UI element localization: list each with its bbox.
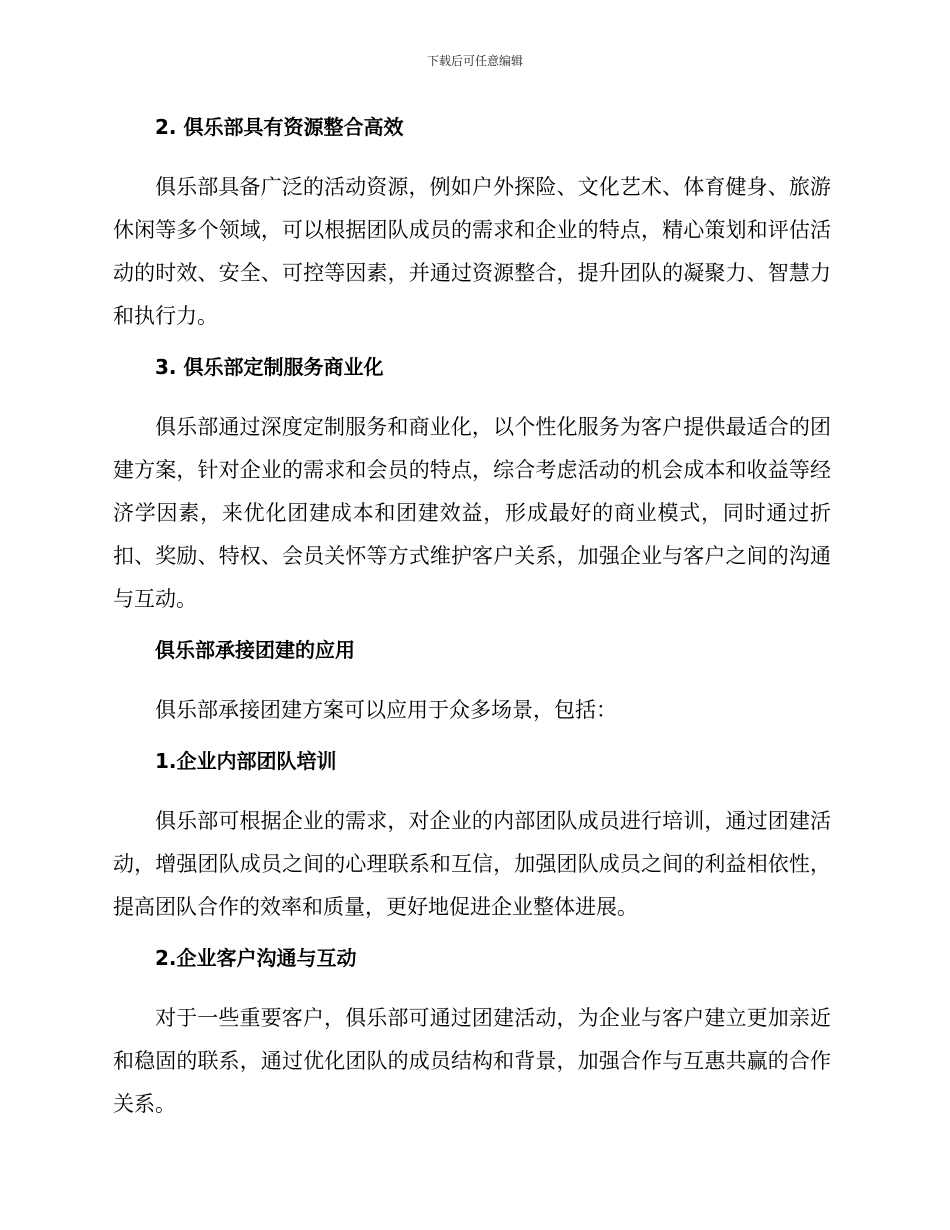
section-paragraph: 对于一些重要客户，俱乐部可通过团建活动，为企业与客户建立更加亲近和稳固的联系，通过优化团队的成员结构和背景，加强合作与互惠共赢的合作关系。 [113, 1006, 831, 1116]
section-paragraph: 俱乐部可根据企业的需求，对企业的内部团队成员进行培训，通过团建活动，增强团队成员之间的心理联系和互信，加强团队成员之间的利益相依性，提高团队合作的效率和质量，更好地促进企业整体进展。 [113, 809, 831, 919]
section-paragraph: 俱乐部承接团建方案可以应用于众多场景，包括： [155, 698, 617, 722]
section-heading: 俱乐部承接团建的应用 [155, 638, 355, 662]
page-header-note: 下载后可任意编辑 [426, 54, 523, 68]
section-paragraph: 俱乐部通过深度定制服务和商业化，以个性化服务为客户提供最适合的团建方案，针对企业的需求和会员的特点，综合考虑活动的机会成本和收益等经济学因素，来优化团建成本和团建效益，形成最好的商业模式，同时通过折扣、奖励、特权、会员关怀等方式维护客户关系，加强企业与客户之间的沟通与互动。 [113, 415, 831, 611]
document-body [113, 110, 831, 1126]
section-heading: 3. 俱乐部定制服务商业化 [155, 355, 384, 379]
section-paragraph: 俱乐部具备广泛的活动资源，例如户外探险、文化艺术、体育健身、旅游休闲等多个领域，可以根据团队成员的需求和企业的特点，精心策划和评估活动的时效、安全、可控等因素，并通过资源整合，提升团队的凝聚力、智慧力和执行力。 [113, 175, 831, 328]
section-heading: 1.企业内部团队培训 [155, 749, 337, 773]
section-heading: 2.企业客户沟通与互动 [155, 946, 357, 970]
section-heading: 2. 俱乐部具有资源整合高效 [155, 115, 404, 139]
